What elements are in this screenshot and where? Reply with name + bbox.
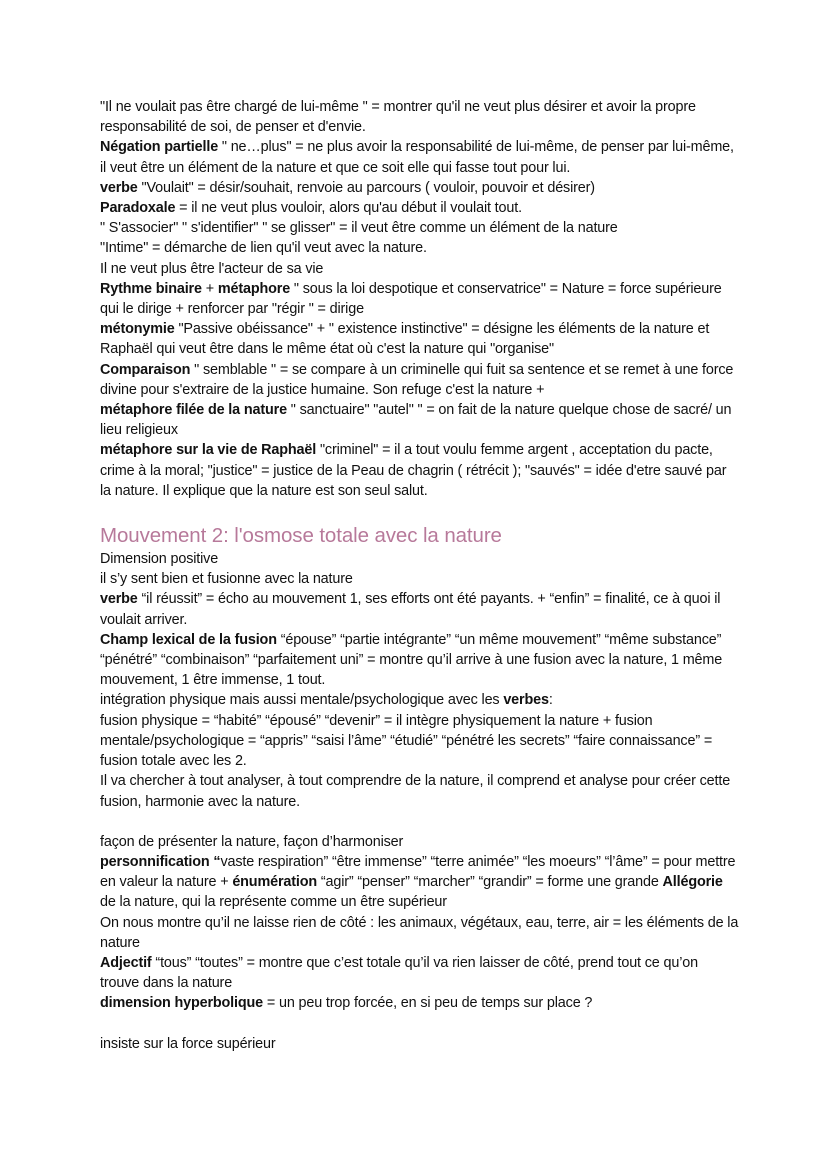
note-line xyxy=(100,993,740,1013)
document-page xyxy=(100,97,740,1054)
mouvement-2-closing-note xyxy=(100,1034,740,1054)
mouvement-1-notes xyxy=(100,97,740,501)
bold-term: verbes xyxy=(503,692,549,709)
note-line xyxy=(100,238,740,258)
section-heading: Mouvement 2: l'osmose totale avec la nature xyxy=(100,524,502,548)
bold-term: métonymie xyxy=(100,321,175,338)
note-text: " sous la loi despotique et conservatrice" = Nature = force supérieure qui le dirige + renforcer par "régir " = dirige xyxy=(100,280,722,318)
bold-term: Paradoxale xyxy=(100,200,176,217)
bold-term: Rythme binaire xyxy=(100,280,202,297)
note-line xyxy=(100,198,740,218)
paragraph-gap xyxy=(100,1014,740,1034)
bold-term: Négation partielle xyxy=(100,139,219,156)
note-text: Il va chercher à tout analyser, à tout comprendre de la nature, il comprend et analyse pour créer cette fusion, harmonie avec la nature. xyxy=(100,773,731,810)
note-text: "Passive obéissance" + " existence instinctive" = désigne les éléments de la nature et Raphaël qui veut être dans le même état où c'est la nature qui "organise" xyxy=(100,321,710,358)
note-text: Il ne veut plus être l'acteur de sa vie xyxy=(100,260,324,277)
note-text: “agir” “penser” “marcher” “grandir” = forme une grande xyxy=(317,874,663,891)
note-line xyxy=(100,400,740,440)
note-text: il s’y sent bien et fusionne avec la nature xyxy=(100,571,353,588)
bold-term: personnification “ xyxy=(100,853,221,870)
note-line xyxy=(100,137,740,177)
note-text: = il ne veut plus vouloir, alors qu'au début il voulait tout. xyxy=(175,200,522,217)
note-text: de la nature, qui la représente comme un être supérieur xyxy=(100,894,447,911)
note-text: fusion physique = “habité” “épousé” “devenir” = il intègre physiquement la nature + fusion mentale/psychologique = “appris” “saisi l’âme” “étudié” “pénétré les secrets” “faire connaissance” = fusion totale avec les 2. xyxy=(100,712,713,770)
bold-term: verbe xyxy=(100,179,138,196)
note-text: insiste sur la force supérieur xyxy=(100,1035,276,1052)
mouvement-2-notes xyxy=(100,549,740,812)
note-line xyxy=(100,771,740,811)
bold-term: dimension hyperbolique xyxy=(100,995,264,1012)
paragraph-gap xyxy=(100,812,740,832)
bold-term: métaphore filée de la nature xyxy=(100,402,287,419)
note-line xyxy=(100,440,740,501)
note-line xyxy=(100,97,740,137)
note-line xyxy=(100,549,740,569)
note-text: intégration physique mais aussi mentale/psychologique avec les xyxy=(100,692,504,709)
note-text: On nous montre qu’il ne laisse rien de côté : les animaux, végétaux, eau, terre, air = les éléments de la nature xyxy=(100,914,739,951)
note-text: " semblable " = se compare à un criminelle qui fuit sa sentence et se remet à une force divine pour s'extraire de la justice humaine. Son refuge c'est la nature + xyxy=(100,361,734,398)
note-text: = un peu trop forcée, en si peu de temps sur place ? xyxy=(263,995,593,1012)
note-text: " S'associer" " s'identifier" " se glisser" = il veut être comme un élément de la nature xyxy=(100,220,618,237)
note-text: vaste respiration” “être immense” “terre animée” “les moeurs” “l’âme” = pour mettre en valeur la nature + xyxy=(100,853,736,891)
note-text: "criminel" = il a tout voulu femme argent , acceptation du pacte, crime à la moral; "justice" = justice de la Peau de chagrin ( rétrécit ); "sauvés" = idée d'etre sauvé par la nature. Il explique que la nature est son seul salut. xyxy=(100,442,727,499)
bold-term: verbe xyxy=(100,591,138,608)
note-text: “tous” “toutes” = montre que c’est totale qu’il va rien laisser de côté, prend tout ce qu’on trouve dans la nature xyxy=(100,954,698,992)
note-line xyxy=(100,360,740,400)
note-text: "Voulait" = désir/souhait, renvoie au parcours ( vouloir, pouvoir et désirer) xyxy=(137,179,595,196)
note-text: : xyxy=(548,692,553,709)
note-line xyxy=(100,259,740,279)
note-text: + xyxy=(201,280,218,297)
note-text: " ne…plus" = ne plus avoir la responsabilité de lui-même, de penser par lui-même, il veut être un élément de la nature et que ce soit elle qui fasse tout pour lui. xyxy=(100,139,734,176)
note-text: "Il ne voulait pas être chargé de lui-même " = montrer qu'il ne veut plus désirer et avoir la propre responsabilité de soi, de penser et d'envie. xyxy=(100,99,696,136)
note-line xyxy=(100,832,740,852)
note-line xyxy=(100,178,740,198)
note-line xyxy=(100,711,740,772)
note-line xyxy=(100,690,740,710)
note-line xyxy=(100,852,740,913)
bold-term: métaphore sur la vie de Raphaël xyxy=(100,442,317,459)
note-line xyxy=(100,589,740,629)
note-line xyxy=(100,279,740,319)
note-line xyxy=(100,569,740,589)
note-line xyxy=(100,1034,740,1054)
note-line xyxy=(100,319,740,359)
note-text: “épouse” “partie intégrante” “un même mouvement” “même substance” “pénétré” “combinaison” “parfaitement uni” = montre qu’il arrive à une fusion avec la nature, 1 même mouvement, 1 être immense, 1 tout. xyxy=(100,631,723,689)
bold-term: Comparaison xyxy=(100,361,191,378)
note-text: " sanctuaire" "autel" " = on fait de la nature quelque chose de sacré/ un lieu religieux xyxy=(100,402,732,439)
note-line xyxy=(100,218,740,238)
mouvement-2-presentation-notes xyxy=(100,832,740,1014)
bold-term: Allégorie xyxy=(662,874,723,891)
note-text: “il réussit” = écho au mouvement 1, ses efforts ont été payants. + “enfin” = finalité, ce à quoi il voulait arriver. xyxy=(100,591,721,628)
note-text: façon de présenter la nature, façon d’harmoniser xyxy=(100,833,404,850)
note-line xyxy=(100,953,740,993)
note-text: Dimension positive xyxy=(100,551,219,568)
bold-term: Champ lexical de la fusion xyxy=(100,631,277,648)
note-line xyxy=(100,913,740,953)
bold-term: métaphore xyxy=(217,280,291,297)
bold-term: Adjectif xyxy=(100,954,152,971)
bold-term: énumération xyxy=(232,874,318,891)
note-text: "Intime" = démarche de lien qu'il veut avec la nature. xyxy=(100,240,427,257)
note-line xyxy=(100,630,740,691)
